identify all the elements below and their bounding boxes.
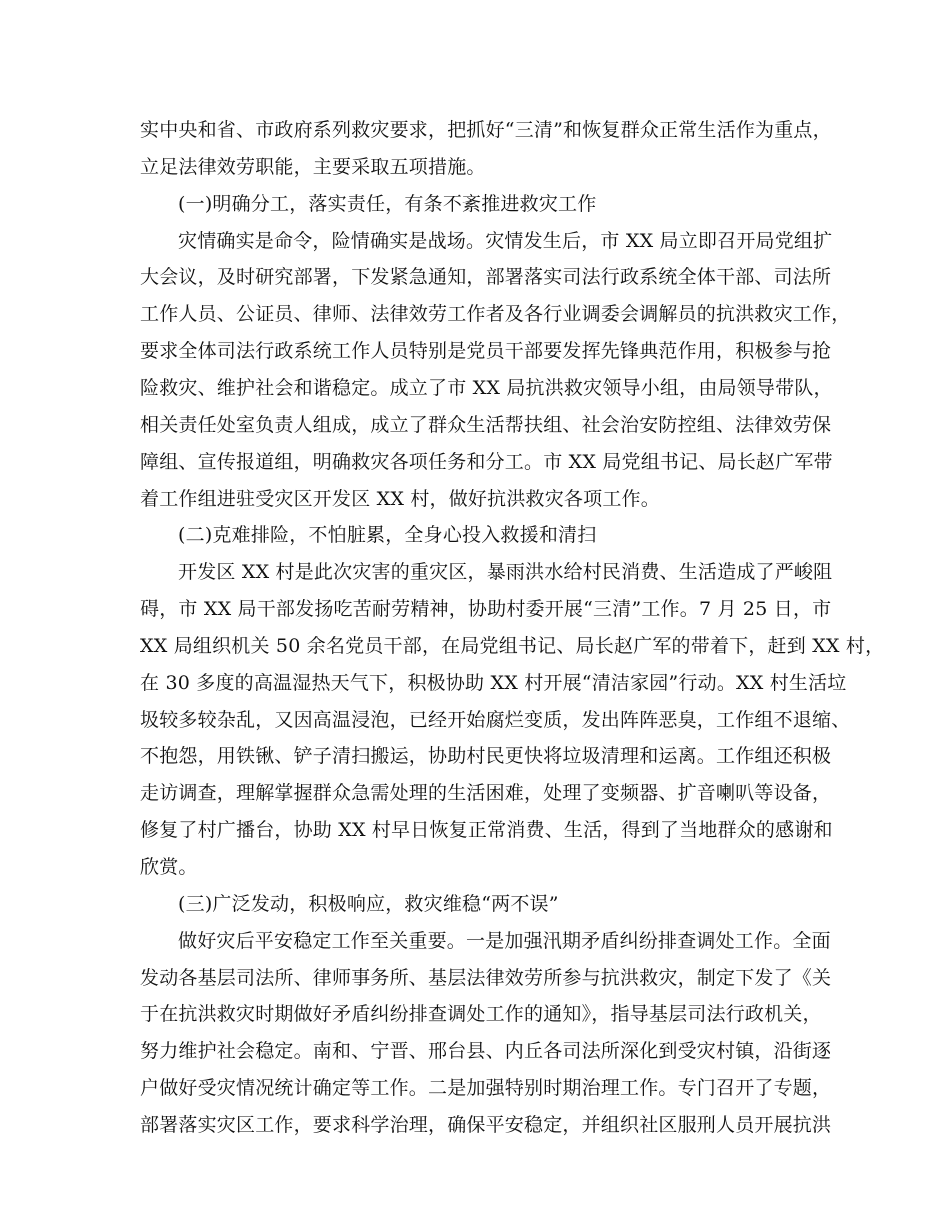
text-line: 在 30 多度的高温湿热天气下，积极协助 XX 村开展“清洁家园”行动。XX 村生活垃 [140, 671, 847, 694]
text-line: 修复了村广播台，协助 XX 村早日恢复正常消费、生活，得到了当地群众的感谢和 [140, 819, 833, 842]
text-line: 碍，市 XX 局干部发扬吃苦耐劳精神，协助村委开展“三清”工作。7 月 25 日，市 [140, 598, 832, 621]
text-line: 部署落实灾区工作，要求科学治理，确保平安稳定，并组织社区服刑人员开展抗洪 [140, 1113, 832, 1136]
text-line: 险救灾、维护社会和谐稳定。成立了市 XX 局抗洪救灾领导小组，由局领导带队， [140, 376, 833, 399]
text-line: (一)明确分工，落实责任，有条不紊推进救灾工作 [178, 192, 597, 215]
text-line: 障组、宣传报道组，明确救灾各项任务和分工。市 XX 局党组书记、局长赵广军带 [140, 450, 833, 473]
text-line: 开发区 XX 村是此次灾害的重灾区，暴雨洪水给村民消费、生活造成了严峻阻 [178, 561, 833, 584]
text-line: (三)广泛发动，积极响应，救灾维稳“两不误” [178, 892, 559, 915]
text-line: 大会议，及时研究部署，下发紧急通知，部署落实司法行政系统全体干部、司法所 [140, 266, 832, 289]
text-line: 圾较多较杂乱，又因高温浸泡，已经开始腐烂变质，发出阵阵恶臭，工作组不退缩、 [140, 708, 851, 731]
text-line: 努力维护社会稳定。南和、宁晋、邢台县、内丘各司法所深化到受灾村镇，沿街逐 [140, 1040, 832, 1063]
text-line: 不抱怨，用铁锹、铲子清扫搬运，协助村民更快将垃圾清理和运离。工作组还积极 [140, 745, 832, 768]
text-line: 欣赏。 [140, 856, 198, 878]
text-line: 于在抗洪救灾时期做好矛盾纠纷排查调处工作的通知》，指导基层司法行政机关， [140, 1003, 822, 1026]
text-line: 要求全体司法行政系统工作人员特别是党员干部要发挥先锋典范作用，积极参与抢 [140, 340, 832, 363]
text-line: 走访调查，理解掌握群众急需处理的生活困难，处理了变频器、扩音喇叭等设备， [140, 782, 832, 805]
text-line: (二)克难排险，不怕脏累，全身心投入救援和清扫 [178, 524, 597, 547]
text-line: 着工作组进驻受灾区开发区 XX 村，做好抗洪救灾各项工作。 [140, 487, 660, 510]
text-line: 实中央和省、市政府系列救灾要求，把抓好“三清”和恢复群众正常生活作为重点， [140, 119, 832, 141]
text-line: 做好灾后平安稳定工作至关重要。一是加强汛期矛盾纠纷排查调处工作。全面 [178, 929, 831, 952]
text-line: 灾情确实是命令，险情确实是战场。灾情发生后，市 XX 局立即召开局党组扩 [178, 229, 833, 252]
text-line: 相关责任处室负责人组成，成立了群众生活帮扶组、社会治安防控组、法律效劳保 [140, 413, 832, 436]
text-line: 立足法律效劳职能，主要采取五项措施。 [140, 155, 486, 178]
text-line: XX 局组织机关 50 余名党员干部，在局党组书记、局长赵广军的带着下，赶到 XX 村， [140, 634, 885, 657]
text-line: 工作人员、公证员、律师、法律效劳工作者及各行业调委会调解员的抗洪救灾工作， [140, 303, 851, 326]
text-line: 发动各基层司法所、律师事务所、基层法律效劳所参与抗洪救灾，制定下发了《关 [140, 966, 832, 989]
text-line: 户做好受灾情况统计确定等工作。二是加强特别时期治理工作。专门召开了专题， [140, 1077, 832, 1100]
